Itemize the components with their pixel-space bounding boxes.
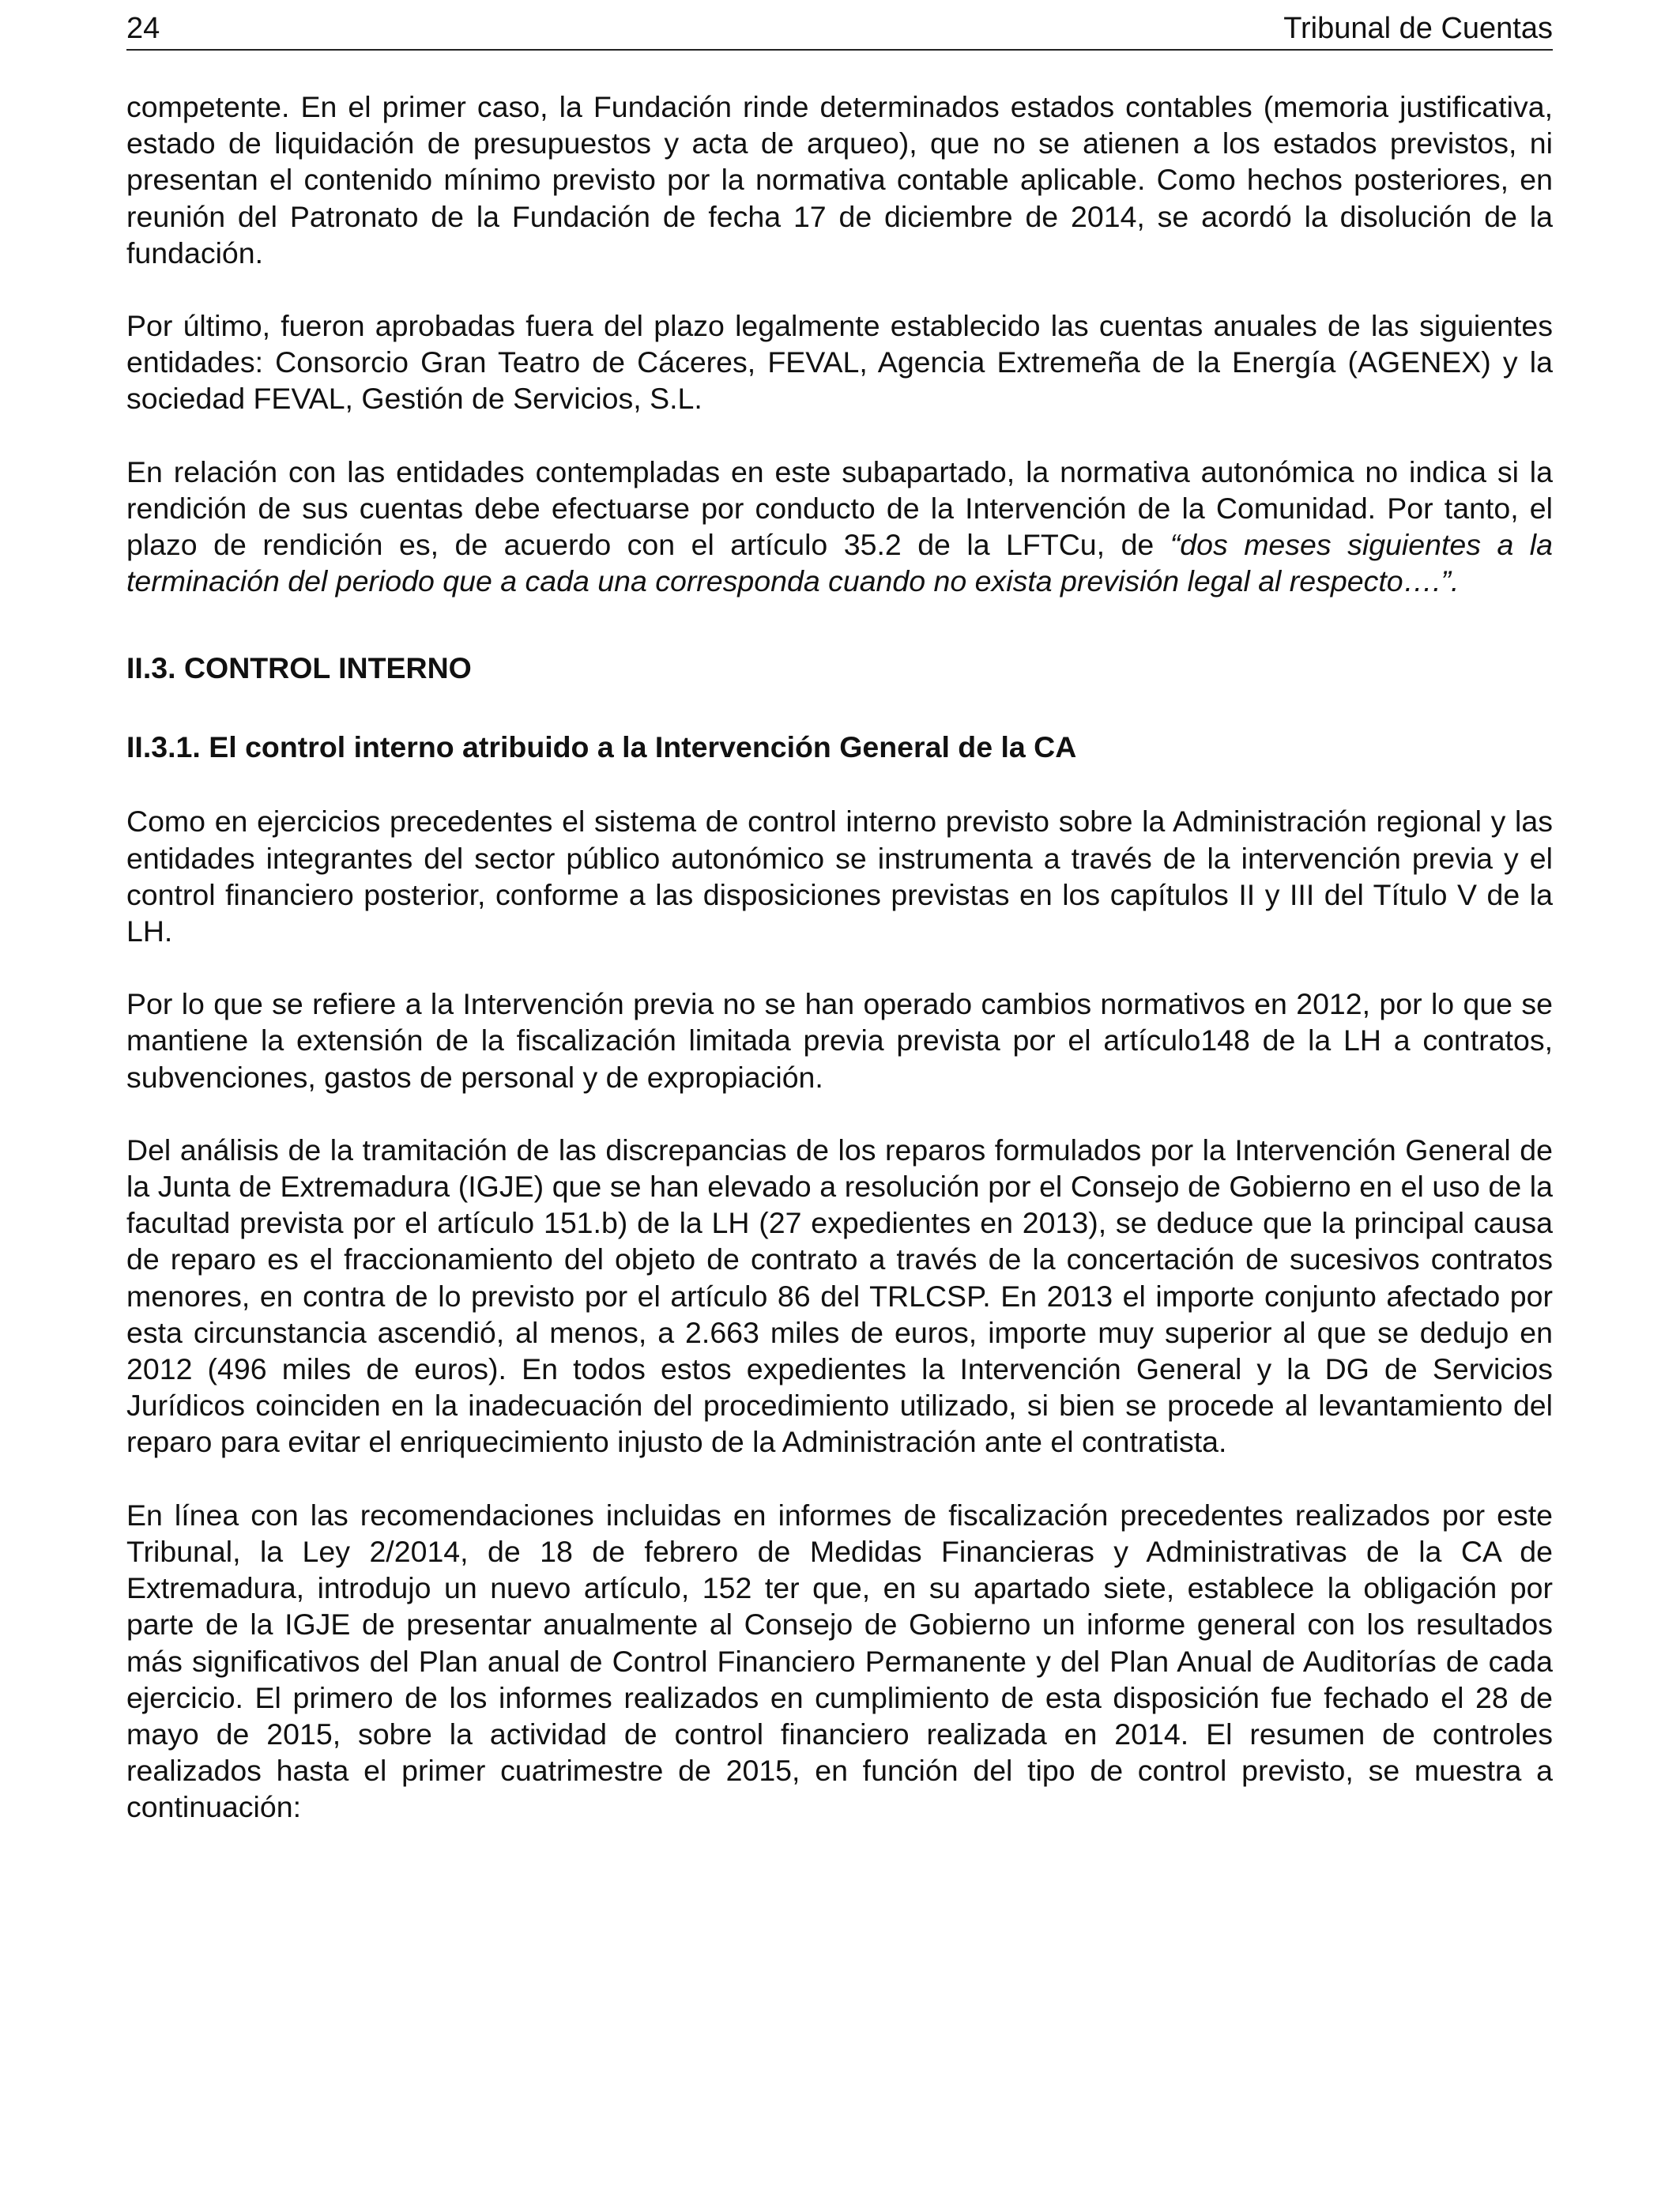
header-organization: Tribunal de Cuentas <box>1283 12 1553 45</box>
document-page <box>126 0 1553 2194</box>
paragraph-plazo-rendicion <box>126 454 1553 600</box>
section-heading-control-interno: II.3. CONTROL INTERNO <box>126 651 472 685</box>
paragraph-fundacion-estados: competente. En el primer caso, la Fundación rinde determinados estados contables (memoria justificativa, estado de liquidación de presupuestos y acta de arqueo), que no se atienen a los estados previstos, ni presentan el contenido mínimo previsto por la normativa contable aplicable. Como hechos posteriores, en reunión del Patronato de la Fundación de fecha 17 de diciembre de 2014, se acordó la disolución de la fundación. <box>126 90 1553 270</box>
paragraph-sistema-control: Como en ejercicios precedentes el sistema de control interno previsto sobre la Administración regional y las entidades integrantes del sector público autonómico se instrumenta a través de la intervención previa y el control financiero posterior, conforme a las disposiciones previstas en los capítulos II y III del Título V de la LH. <box>126 805 1553 948</box>
paragraph-intervencion-previa: Por lo que se refiere a la Intervención previa no se han operado cambios normativos en 2012, por lo que se mantiene la extensión de la fiscalización limitada previa prevista por el artículo148 de la LH a contratos, subvenciones, gastos de personal y de expropiación. <box>126 987 1553 1094</box>
paragraph-cuentas-fuera-plazo: Por último, fueron aprobadas fuera del plazo legalmente establecido las cuentas anuales de las siguientes entidades: Consorcio Gran Teatro de Cáceres, FEVAL, Agencia Extremeña de la Energía (AGENEX) y la sociedad FEVAL, Gestión de Servicios, S.L. <box>126 309 1553 416</box>
lftcu-quote: “dos meses siguientes a la terminación del periodo que a cada una corresponda cuando no exista previsión legal al respecto….”. <box>126 528 1553 598</box>
subsection-heading-intervencion-general: II.3.1. El control interno atribuido a la Intervención General de la CA <box>126 730 1077 764</box>
paragraph-discrepancias-reparos: Del análisis de la tramitación de las discrepancias de los reparos formulados por la Intervención General de la Junta de Extremadura (IGJE) que se han elevado a resolución por el Consejo de Gobierno en el uso de la facultad prevista por el artículo 151.b) de la LH (27 expedientes en 2013), se deduce que la principal causa de reparo es el fraccionamiento del objeto de contrato a través de la concertación de sucesivos contratos menores, en contra de lo previsto por el artículo 86 del TRLCSP. En 2013 el importe conjunto afectado por esta circunstancia ascendió, al menos, a 2.663 miles de euros, importe muy superior al que se dedujo en 2012 (496 miles de euros). En todos estos expedientes la Intervención General y la DG de Servicios Jurídicos coinciden en la inadecuación del procedimiento utilizado, si bien se procede al levantamiento del reparo para evitar el enriquecimiento injusto de la Administración ante el contratista. <box>126 1133 1553 1459</box>
document-body <box>126 89 1553 1862</box>
page-number: 24 <box>126 12 160 45</box>
plazo-rendicion-text: En relación con las entidades contempladas en este subapartado, la normativa autonómica no indica si la rendición de sus cuentas debe efectuarse por conducto de la Intervención de la Comunidad. Por tanto, el plazo de rendición es, de acuerdo con el artículo 35.2 de la LFTCu, de <box>126 454 1553 562</box>
paragraph-ley-2-2014: En línea con las recomendaciones incluidas en informes de fiscalización precedentes realizados por este Tribunal, la Ley 2/2014, de 18 de febrero de Medidas Financieras y Administrativas de la CA de Extremadura, introdujo un nuevo artículo, 152 ter que, en su apartado siete, establece la obligación por parte de la IGJE de presentar anualmente al Consejo de Gobierno un informe general con los resultados más significativos del Plan anual de Control Financiero Permanente y del Plan Anual de Auditorías de cada ejercicio. El primero de los informes realizados en cumplimiento de esta disposición fue fechado el 28 de mayo de 2015, sobre la actividad de control financiero realizada en 2014. El resumen de controles realizados hasta el primer cuatrimestre de 2015, en función del tipo de control previsto, se muestra a continuación: <box>126 1498 1553 1824</box>
running-header <box>126 9 1553 51</box>
